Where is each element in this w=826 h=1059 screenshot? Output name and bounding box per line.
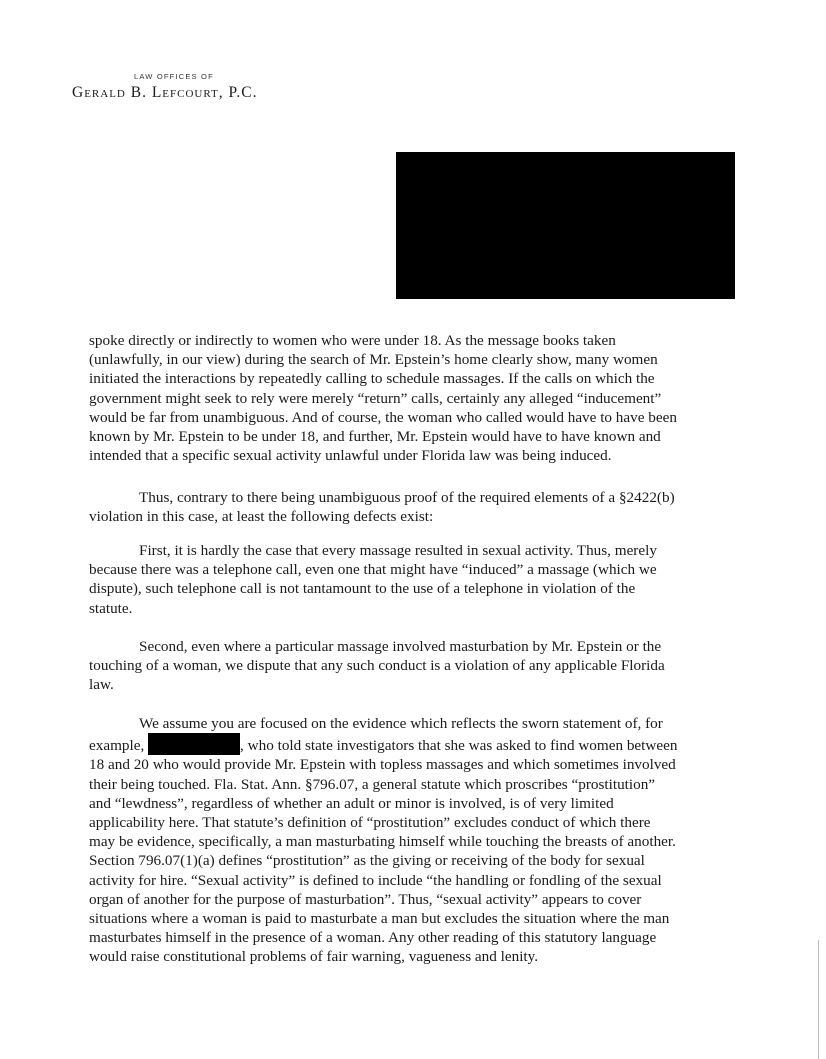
text-line: applicability here. That statute’s definition of “prostitution” excludes conduct of which there: [89, 814, 651, 832]
letterhead-firm-name: Gerald B. Lefcourt, P.C.: [72, 84, 258, 101]
text-line: spoke directly or indirectly to women who were under 18. As the message books taken: [89, 332, 616, 349]
text-line: would be far from unambiguous. And of course, the woman who called would have to have been: [89, 408, 677, 426]
text-line: known by Mr. Epstein to be under 18, and further, Mr. Epstein would have to have known and: [89, 428, 661, 446]
text-fragment: example,: [89, 737, 145, 755]
text-line: situations where a woman is paid to masturbate a man but excludes the situation where the man: [89, 910, 670, 928]
text-line: their being touched. Fla. Stat. Ann. §796.07, a general statute which proscribes “prostitution”: [89, 775, 656, 793]
paragraph-4: [89, 637, 719, 695]
text-line: violation in this case, at least the following defects exist:: [89, 508, 434, 526]
text-line: We assume you are focused on the evidence which reflects the sworn statement of, for: [139, 715, 663, 732]
text-line: organ of another for the purpose of masturbation”. Thus, “sexual activity” appears to cover: [89, 890, 642, 908]
scan-edge-mark: [818, 940, 819, 1059]
paragraph-3: [89, 541, 719, 618]
paragraph-5: [89, 714, 719, 967]
text-line: dispute), such telephone call is not tantamount to the use of a telephone in violation of the: [89, 580, 636, 598]
text-line: Thus, contrary to there being unambiguous proof of the required elements of a §2422(b): [139, 489, 675, 506]
text-line: and “lewdness”, regardless of whether an adult or minor is involved, is of very limited: [89, 794, 614, 812]
text-line: Section 796.07(1)(a) defines “prostitution” as the giving or receiving of the body for sexual: [89, 852, 645, 870]
letterhead-firm-label: LAW OFFICES OF: [134, 72, 214, 81]
text-line: activity for hire. “Sexual activity” is defined to include “the handling or fondling of the sexual: [89, 871, 662, 889]
text-line: statute.: [89, 599, 133, 617]
text-fragment: , who told state investigators that she was asked to find women between: [240, 737, 678, 755]
text-line-with-redaction: [89, 733, 719, 755]
text-line: 18 and 20 who would provide Mr. Epstein with topless massages and which sometimes involved: [89, 756, 676, 774]
text-line: law.: [89, 676, 114, 694]
text-line: may be evidence, specifically, a man masturbating himself while touching the breasts of another.: [89, 833, 676, 851]
text-line: because there was a telephone call, even one that might have “induced” a massage (which we: [89, 561, 657, 579]
paragraph-2: [89, 488, 719, 526]
text-line: First, it is hardly the case that every massage resulted in sexual activity. Thus, merely: [139, 542, 657, 559]
text-line: intended that a specific sexual activity unlawful under Florida law was being induced.: [89, 447, 612, 465]
text-line: would raise constitutional problems of fair warning, vagueness and lenity.: [89, 948, 539, 966]
redaction-block: [396, 152, 735, 299]
text-line: government might seek to rely were merely “return” calls, certainly any alleged “inducement”: [89, 389, 662, 407]
inline-redaction-block: [148, 733, 240, 755]
text-line: initiated the interactions by repeatedly calling to schedule massages. If the calls on which the: [89, 370, 655, 388]
text-line: (unlawfully, in our view) during the search of Mr. Epstein’s home clearly show, many women: [89, 351, 658, 369]
text-line: masturbates himself in the presence of a woman. Any other reading of this statutory language: [89, 929, 657, 947]
text-line: touching of a woman, we dispute that any such conduct is a violation of any applicable Florida: [89, 657, 665, 675]
paragraph-1: [89, 331, 719, 465]
text-line: Second, even where a particular massage involved masturbation by Mr. Epstein or the: [139, 638, 662, 655]
